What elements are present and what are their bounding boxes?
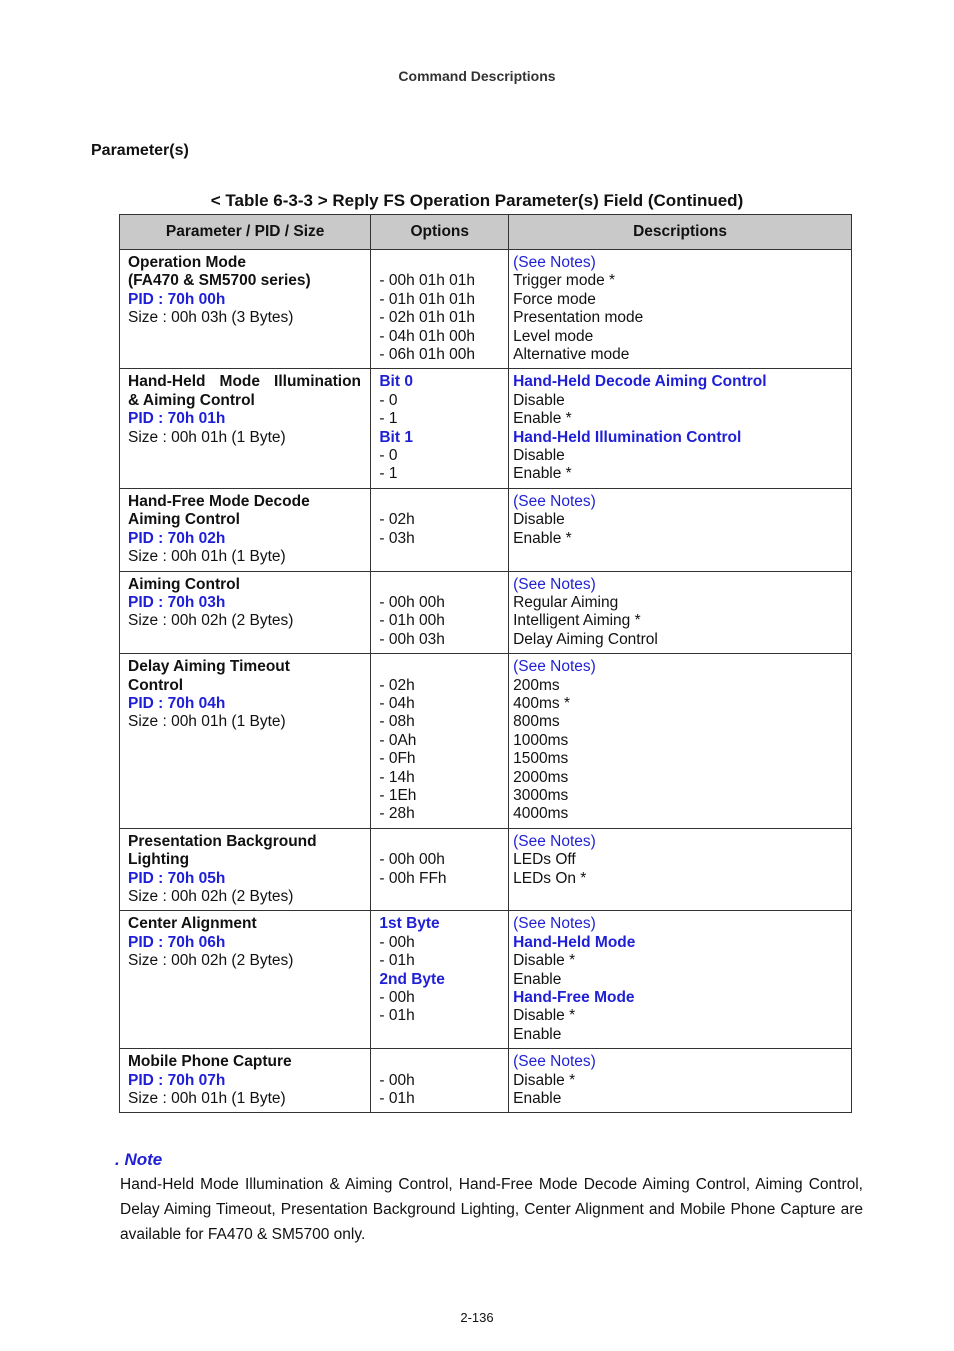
- table-header-row: [120, 215, 852, 250]
- option-line: - 14h: [379, 768, 415, 786]
- description-line: Force mode: [513, 290, 596, 308]
- parameter-size: Size : 00h 01h (1 Byte): [128, 428, 286, 446]
- parameter-pid: PID : 70h 06h: [128, 933, 226, 951]
- option-line: [379, 254, 500, 272]
- description-line: Disable *: [513, 1007, 576, 1025]
- options-cell: [371, 911, 509, 1049]
- column-header-descriptions: Descriptions: [509, 215, 852, 250]
- parameter-pid: PID : 70h 03h: [128, 593, 226, 611]
- option-line: - 02h: [379, 511, 415, 529]
- parameter-cell: [120, 488, 371, 571]
- description-line: Intelligent Aiming *: [513, 612, 641, 630]
- option-group-label: 1st Byte: [379, 915, 440, 933]
- parameter-name: (FA470 & SM5700 series): [128, 272, 311, 290]
- option-line: - 04h 01h 00h: [379, 327, 476, 345]
- description-line: Enable *: [513, 410, 572, 428]
- parameter-cell: [120, 571, 371, 654]
- descriptions-cell: [509, 1049, 852, 1113]
- parameter-size: Size : 00h 02h (2 Bytes): [128, 888, 294, 905]
- option-line: - 04h: [379, 694, 415, 712]
- description-line: Alternative mode: [513, 346, 630, 364]
- description-line: 1500ms: [513, 750, 569, 768]
- option-line: - 00h: [379, 989, 415, 1007]
- option-line: [379, 576, 500, 594]
- description-line: Enable: [513, 1090, 562, 1108]
- parameter-table: [119, 214, 852, 1113]
- descriptions-cell: [509, 488, 852, 571]
- description-group-label: Hand-Held Decode Aiming Control: [513, 373, 767, 391]
- option-line: [379, 833, 500, 851]
- options-cell: [371, 654, 509, 829]
- option-line: - 00h: [379, 933, 415, 951]
- option-group-label: 2nd Byte: [379, 970, 445, 988]
- description-line: 1000ms: [513, 731, 569, 749]
- table-caption: < Table 6-3-3 > Reply FS Operation Parameter(s) Field (Continued): [210, 191, 744, 210]
- option-line: - 0: [379, 447, 398, 465]
- option-line: - 03h: [379, 529, 415, 547]
- description-line: Regular Aiming: [513, 593, 619, 611]
- column-header-parameter: Parameter / PID / Size: [120, 215, 371, 250]
- parameter-pid: PID : 70h 04h: [128, 694, 226, 712]
- option-line: - 06h 01h 00h: [379, 346, 476, 364]
- descriptions-cell: [509, 369, 852, 488]
- option-line: - 1: [379, 465, 398, 483]
- option-line: - 01h: [379, 952, 415, 970]
- parameter-pid: PID : 70h 05h: [128, 869, 226, 887]
- description-line: Disable: [513, 447, 565, 465]
- options-cell: [371, 571, 509, 654]
- parameter-name: Lighting: [128, 851, 190, 869]
- description-line: Enable *: [513, 465, 572, 483]
- option-line: [379, 658, 500, 676]
- option-line: - 00h 03h: [379, 630, 445, 648]
- descriptions-cell: [509, 654, 852, 829]
- parameter-pid: PID : 70h 02h: [128, 529, 226, 547]
- page-number: 2-136: [460, 1310, 494, 1325]
- description-line: Delay Aiming Control: [513, 630, 658, 648]
- table-row: [120, 488, 852, 571]
- descriptions-cell: [509, 250, 852, 369]
- note-title: . Note: [115, 1150, 163, 1169]
- option-line: - 1Eh: [379, 786, 417, 804]
- description-line: LEDs On *: [513, 869, 587, 887]
- see-notes-label: (See Notes): [513, 492, 596, 510]
- parameter-size: Size : 00h 02h (2 Bytes): [128, 612, 294, 630]
- parameter-name: Hand-Free Mode Decode: [128, 492, 310, 510]
- option-line: [379, 1053, 500, 1071]
- parameter-name: & Aiming Control: [128, 391, 255, 409]
- table-row: [120, 250, 852, 369]
- option-line: - 08h: [379, 713, 415, 731]
- parameter-name: Center Alignment: [128, 915, 257, 933]
- options-cell: [371, 828, 509, 911]
- option-line: - 01h: [379, 1007, 415, 1025]
- description-line: 200ms: [513, 676, 560, 694]
- option-line: - 00h 01h 01h: [379, 272, 476, 290]
- table-row: [120, 1049, 852, 1113]
- option-line: - 00h 00h: [379, 851, 445, 869]
- parameter-size: Size : 00h 02h (2 Bytes): [128, 952, 294, 970]
- parameter-name-word: Hand-Held: [128, 373, 206, 391]
- description-line: Level mode: [513, 327, 594, 345]
- options-cell: [371, 1049, 509, 1113]
- option-line: - 01h 00h: [379, 612, 445, 630]
- option-line: - 00h FFh: [379, 869, 447, 887]
- parameter-size: Size : 00h 03h (3 Bytes): [128, 309, 294, 327]
- option-line: - 00h 00h: [379, 593, 445, 611]
- description-line: 400ms *: [513, 694, 570, 712]
- options-cell: [371, 488, 509, 571]
- description-line: LEDs Off: [513, 851, 576, 869]
- see-notes-label: (See Notes): [513, 1053, 596, 1071]
- table-row: [120, 828, 852, 911]
- description-group-label: Hand-Held Illumination Control: [513, 428, 742, 446]
- parameter-cell: [120, 1049, 371, 1113]
- option-line: - 01h: [379, 1090, 415, 1108]
- descriptions-cell: [509, 571, 852, 654]
- parameter-name: Presentation Background: [128, 832, 317, 850]
- parameter-size: Size : 00h 01h (1 Byte): [128, 1090, 286, 1108]
- descriptions-cell: [509, 828, 852, 911]
- parameter-cell: [120, 250, 371, 369]
- parameter-size: Size : 00h 01h (1 Byte): [128, 713, 286, 731]
- option-group-label: Bit 1: [379, 428, 413, 446]
- parameter-pid: PID : 70h 07h: [128, 1071, 226, 1089]
- description-line: Disable *: [513, 952, 576, 970]
- table-row: [120, 654, 852, 829]
- description-line: 4000ms: [513, 805, 569, 823]
- option-line: - 1: [379, 410, 398, 428]
- parameter-cell: [120, 828, 371, 911]
- description-line: Disable: [513, 511, 565, 529]
- parameter-name: Delay Aiming Timeout: [128, 658, 290, 676]
- parameter-name: Aiming Control: [128, 575, 240, 593]
- description-line: Trigger mode *: [513, 272, 616, 290]
- note-body: Hand-Held Mode Illumination & Aiming Control, Hand-Free Mode Decode Aiming Control, Aiming Control, Delay Aiming Timeout, Presentation Background Lighting, Center Alignment and Mobile Phone Capture are available for FA470 & SM5700 only.: [120, 1176, 863, 1243]
- description-line: Enable: [513, 970, 562, 988]
- parameter-cell: [120, 654, 371, 829]
- description-line: 800ms: [513, 713, 560, 731]
- option-line: - 0Fh: [379, 750, 416, 768]
- description-line: Enable: [513, 1025, 562, 1043]
- parameter-name-word: Mode: [219, 373, 260, 391]
- description-group-label: Hand-Held Mode: [513, 933, 636, 951]
- page-header: Command Descriptions: [398, 68, 556, 84]
- option-line: - 00h: [379, 1071, 415, 1089]
- description-line: Presentation mode: [513, 309, 644, 327]
- description-line: Enable *: [513, 529, 572, 547]
- see-notes-label: (See Notes): [513, 915, 596, 933]
- option-line: - 28h: [379, 805, 415, 823]
- table-row: [120, 369, 852, 488]
- parameter-size: Size : 00h 01h (1 Byte): [128, 548, 286, 566]
- description-group-label: Hand-Free Mode: [513, 989, 635, 1007]
- options-cell: [371, 369, 509, 488]
- table-row: [120, 911, 852, 1049]
- see-notes-label: (See Notes): [513, 658, 596, 676]
- see-notes-label: (See Notes): [513, 832, 596, 850]
- parameter-cell: [120, 911, 371, 1049]
- parameter-pid: PID : 70h 01h: [128, 410, 226, 428]
- description-line: 2000ms: [513, 768, 569, 786]
- option-line: - 0: [379, 391, 398, 409]
- parameter-name: Operation Mode: [128, 254, 246, 271]
- parameter-name: Control: [128, 676, 184, 694]
- see-notes-label: (See Notes): [513, 254, 596, 271]
- parameter-name: Aiming Control: [128, 511, 240, 529]
- options-cell: [371, 250, 509, 369]
- option-line: - 02h 01h 01h: [379, 309, 476, 327]
- description-line: Disable: [513, 391, 565, 409]
- parameter-cell: [120, 369, 371, 488]
- option-line: - 02h: [379, 676, 415, 694]
- parameter-name-word: Illumination: [274, 373, 361, 391]
- see-notes-label: (See Notes): [513, 575, 596, 593]
- section-title: Parameter(s): [91, 142, 189, 159]
- column-header-options: Options: [371, 215, 509, 250]
- option-line: - 0Ah: [379, 731, 417, 749]
- parameter-name: [128, 373, 361, 391]
- descriptions-cell: [509, 911, 852, 1049]
- option-group-label: Bit 0: [379, 373, 413, 391]
- parameter-name: Mobile Phone Capture: [128, 1053, 292, 1071]
- option-line: [379, 493, 500, 511]
- table-row: [120, 571, 852, 654]
- description-line: 3000ms: [513, 786, 569, 804]
- option-line: - 01h 01h 01h: [379, 290, 476, 308]
- parameter-pid: PID : 70h 00h: [128, 290, 226, 308]
- description-line: Disable *: [513, 1071, 576, 1089]
